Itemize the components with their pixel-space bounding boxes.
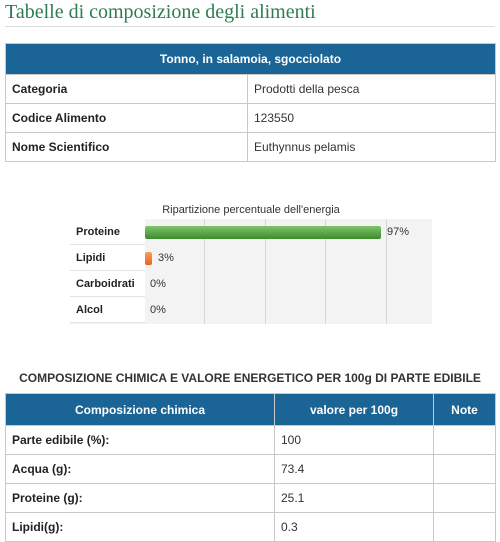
table-row xyxy=(6,455,496,484)
column-header: valore per 100g xyxy=(275,394,434,426)
nutrient-value: 0.3 xyxy=(275,513,434,542)
energy-chart xyxy=(70,219,432,324)
chart-category-label: Lipidi xyxy=(70,245,145,271)
chart-row xyxy=(70,219,432,245)
chart-title: Ripartizione percentuale dell'energia xyxy=(162,204,340,216)
chart-category-label: Proteine xyxy=(70,219,145,245)
column-header: Composizione chimica xyxy=(6,394,275,426)
info-label: Codice Alimento xyxy=(6,104,248,133)
info-label: Nome Scientifico xyxy=(6,133,248,162)
nutrient-value: 100 xyxy=(275,426,434,455)
nutrient-note xyxy=(434,513,496,542)
section-title: COMPOSIZIONE CHIMICA E VALORE ENERGETICO PER 100g DI PARTE EDIBILE xyxy=(19,371,481,385)
chart-bar xyxy=(145,226,381,239)
nutrient-value: 73.4 xyxy=(275,455,434,484)
chart-category-label: Carboidrati xyxy=(70,271,145,297)
nutrient-note xyxy=(434,484,496,513)
table-row xyxy=(6,75,496,104)
chart-value-label: 97% xyxy=(387,226,410,238)
nutrient-value: 25.1 xyxy=(275,484,434,513)
chart-row xyxy=(70,297,432,323)
info-value: 123550 xyxy=(248,104,496,133)
info-value: Euthynnus pelamis xyxy=(248,133,496,162)
table-row xyxy=(6,426,496,455)
column-header: Note xyxy=(434,394,496,426)
table-row xyxy=(6,484,496,513)
info-value: Prodotti della pesca xyxy=(248,75,496,104)
composition-table xyxy=(5,393,496,542)
food-name-header: Tonno, in salamoia, sgocciolato xyxy=(6,44,496,75)
composition-header-row xyxy=(6,394,496,426)
table-row xyxy=(6,104,496,133)
chart-value-label: 0% xyxy=(150,278,166,290)
chart-row xyxy=(70,271,432,297)
chart-bar xyxy=(145,252,152,265)
nutrient-note xyxy=(434,455,496,484)
chart-value-label: 3% xyxy=(158,252,174,264)
chart-value-label: 0% xyxy=(150,304,166,316)
nutrient-label: Parte edibile (%): xyxy=(6,426,275,455)
chart-category-label: Alcol xyxy=(70,297,145,323)
table-row xyxy=(6,133,496,162)
nutrient-label: Lipidi(g): xyxy=(6,513,275,542)
table-row xyxy=(6,513,496,542)
food-info-table xyxy=(5,43,496,162)
nutrient-label: Acqua (g): xyxy=(6,455,275,484)
info-label: Categoria xyxy=(6,75,248,104)
nutrient-label: Proteine (g): xyxy=(6,484,275,513)
food-name-row xyxy=(6,44,496,75)
chart-row xyxy=(70,245,432,271)
page-title: Tabelle di composizione degli alimenti xyxy=(5,0,495,27)
nutrient-note xyxy=(434,426,496,455)
